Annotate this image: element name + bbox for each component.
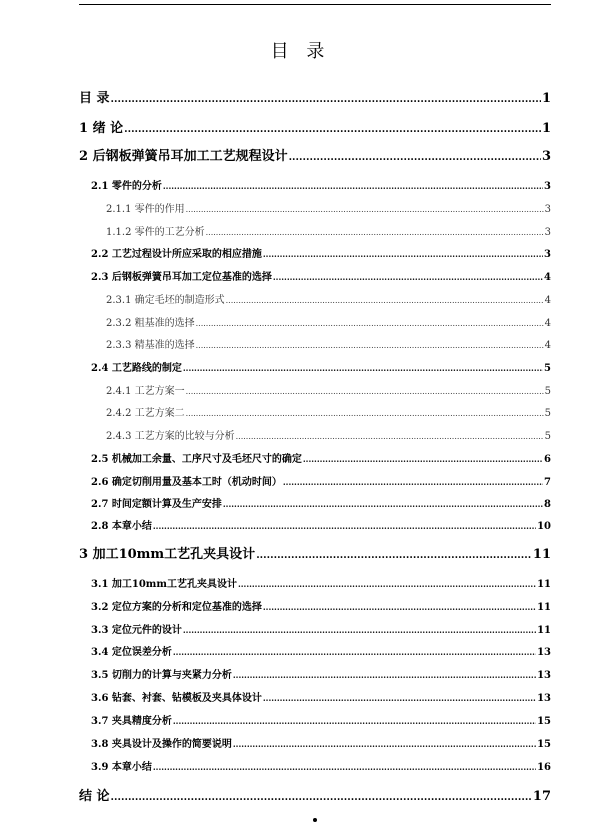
- toc-entry-page: 1: [541, 121, 551, 136]
- toc-entry-page: 3: [544, 227, 551, 238]
- leader-dots: [124, 121, 541, 136]
- toc-entry-label: 3.1 加工10mm工艺孔夹具设计: [91, 579, 237, 590]
- toc-entry-page: 15: [537, 716, 551, 727]
- page-title: 目 录: [270, 41, 331, 62]
- toc-entry-label: 2 后钢板弹簧吊耳加工工艺规程设计: [79, 149, 288, 164]
- toc-entry-label: 2.4.3 工艺方案的比较与分析: [106, 431, 235, 442]
- toc-entry-label: 2.3.2 粗基准的选择: [106, 318, 195, 329]
- leader-dots: [183, 625, 536, 636]
- leader-dots: [153, 762, 536, 773]
- toc-entry-page: 5: [544, 431, 551, 442]
- toc-entry-label: 2.2 工艺过程设计所应采取的相应措施: [91, 249, 262, 260]
- leader-dots: [233, 739, 536, 750]
- toc-entry[interactable]: [79, 517, 551, 532]
- toc-entry-label: 2.4.1 工艺方案一: [106, 386, 185, 397]
- toc-entry[interactable]: [79, 621, 551, 636]
- toc-entry-label: 2.6 确定切削用量及基本工时（机动时间）: [91, 477, 282, 488]
- toc-entry-page: 5: [544, 363, 551, 374]
- toc-entry-page: 4: [544, 340, 551, 351]
- toc-entry-label: 2.1 零件的分析: [91, 181, 162, 192]
- toc-entry-label: 3.3 定位元件的设计: [91, 625, 182, 636]
- toc-entry-page: 17: [532, 789, 551, 804]
- toc-entry-label: 3.6 钻套、衬套、钻模板及夹具体设计: [91, 693, 262, 704]
- toc-entry[interactable]: [79, 291, 551, 306]
- toc-entry-label: 2.3 后钢板弹簧吊耳加工定位基准的选择: [91, 272, 272, 283]
- leader-dots: [263, 693, 536, 704]
- toc-entry[interactable]: [79, 268, 551, 283]
- toc-entry-label: 2.7 时间定额计算及生产安排: [91, 499, 222, 510]
- leader-dots: [111, 789, 532, 804]
- toc-entry[interactable]: [79, 87, 551, 106]
- page-number-mark: [313, 818, 317, 822]
- toc-entry-label: 3.5 切削力的计算与夹紧力分析: [91, 670, 232, 681]
- toc-entry-page: 7: [544, 477, 551, 488]
- toc-entry-page: 10: [537, 521, 551, 532]
- toc-entry-page: 5: [544, 408, 551, 419]
- leader-dots: [283, 477, 543, 488]
- toc-entry[interactable]: [79, 450, 551, 465]
- toc-entry-page: 3: [544, 249, 551, 260]
- leader-dots: [273, 272, 543, 283]
- toc-entry-label: 2.5 机械加工余量、工序尺寸及毛坯尺寸的确定: [91, 454, 302, 465]
- toc-entry[interactable]: [79, 336, 551, 351]
- toc-entry-page: 3: [541, 149, 551, 164]
- toc-entry[interactable]: [79, 223, 551, 238]
- toc-entry-page: 6: [544, 454, 551, 465]
- toc-entry-page: 11: [537, 602, 551, 613]
- toc-entry[interactable]: [79, 382, 551, 397]
- toc-entry-page: 13: [537, 670, 551, 681]
- toc-entry-label: 2.8 本章小结: [91, 521, 152, 532]
- leader-dots: [173, 716, 536, 727]
- leader-dots: [183, 363, 543, 374]
- leader-dots: [263, 249, 543, 260]
- toc-entry-label: 1.1.2 零件的工艺分析: [106, 227, 205, 238]
- toc-entry-label: 2.3.3 精基准的选择: [106, 340, 195, 351]
- toc-entry-page: 4: [544, 318, 551, 329]
- toc-entry-label: 3.7 夹具精度分析: [91, 716, 172, 727]
- leader-dots: [153, 521, 536, 532]
- toc-entry-page: 11: [532, 547, 551, 562]
- leader-dots: [186, 386, 544, 397]
- header-rule: [79, 4, 551, 5]
- toc-entry[interactable]: [79, 712, 551, 727]
- leader-dots: [303, 454, 543, 465]
- leader-dots: [196, 318, 544, 329]
- leader-dots: [256, 547, 532, 562]
- leader-dots: [263, 602, 536, 613]
- toc-entry-page: 4: [544, 272, 551, 283]
- toc-entry[interactable]: [79, 735, 551, 750]
- toc-entry[interactable]: [79, 495, 551, 510]
- toc-entry-page: 11: [537, 625, 551, 636]
- toc-entry-label: 结 论: [79, 789, 110, 804]
- toc-entry-page: 15: [537, 739, 551, 750]
- toc-entry-label: 2.4.2 工艺方案二: [106, 408, 185, 419]
- leader-dots: [186, 204, 544, 215]
- toc-entry-page: 3: [544, 204, 551, 215]
- leader-dots: [223, 499, 543, 510]
- leader-dots: [186, 408, 544, 419]
- leader-dots: [173, 647, 536, 658]
- toc-entry[interactable]: [79, 598, 551, 613]
- toc-entry-label: 2.1.1 零件的作用: [106, 204, 185, 215]
- toc-entry[interactable]: [79, 643, 551, 658]
- toc-entry[interactable]: [79, 575, 551, 590]
- toc-entry[interactable]: [79, 314, 551, 329]
- toc-entry-page: 4: [544, 295, 551, 306]
- leader-dots: [233, 670, 536, 681]
- toc-entry[interactable]: [79, 543, 551, 562]
- leader-dots: [226, 295, 544, 306]
- leader-dots: [163, 181, 543, 192]
- toc-entry[interactable]: [79, 359, 551, 374]
- toc-entry[interactable]: [79, 404, 551, 419]
- toc-entry[interactable]: [79, 666, 551, 681]
- toc-entry[interactable]: [79, 177, 551, 192]
- toc-entry[interactable]: [79, 245, 551, 260]
- toc-entry-label: 3.4 定位误差分析: [91, 647, 172, 658]
- toc-entry-page: 8: [544, 499, 551, 510]
- toc-entry-page: 5: [544, 386, 551, 397]
- leader-dots: [289, 149, 541, 164]
- toc-entry-page: 16: [537, 762, 551, 773]
- toc-entry-page: 3: [544, 181, 551, 192]
- toc-entry-label: 3.2 定位方案的分析和定位基准的选择: [91, 602, 262, 613]
- toc-entry[interactable]: [79, 473, 551, 488]
- toc-entry-label: 1 绪 论: [79, 121, 124, 136]
- toc-entry-label: 3.9 本章小结: [91, 762, 152, 773]
- toc-entry[interactable]: [79, 200, 551, 215]
- toc-entry[interactable]: [79, 117, 551, 136]
- leader-dots: [206, 227, 544, 238]
- toc-entry-label: 2.3.1 确定毛坯的制造形式: [106, 295, 225, 306]
- toc-entry[interactable]: [79, 758, 551, 773]
- toc-entry-label: 2.4 工艺路线的制定: [91, 363, 182, 374]
- toc-entry[interactable]: [79, 785, 551, 804]
- toc-entry[interactable]: [79, 427, 551, 442]
- toc-entry-page: 13: [537, 693, 551, 704]
- leader-dots: [196, 340, 544, 351]
- toc-entry-page: 13: [537, 647, 551, 658]
- leader-dots: [238, 579, 536, 590]
- toc-entry[interactable]: [79, 689, 551, 704]
- leader-dots: [236, 431, 544, 442]
- toc-entry-label: 3.8 夹具设计及操作的简要说明: [91, 739, 232, 750]
- toc-entry-page: 11: [537, 579, 551, 590]
- toc-entry-label: 目 录: [79, 91, 110, 106]
- toc-entry-page: 1: [541, 91, 551, 106]
- toc-entry-label: 3 加工10mm工艺孔夹具设计: [79, 547, 256, 562]
- leader-dots: [111, 91, 541, 106]
- toc-entry[interactable]: [79, 145, 551, 164]
